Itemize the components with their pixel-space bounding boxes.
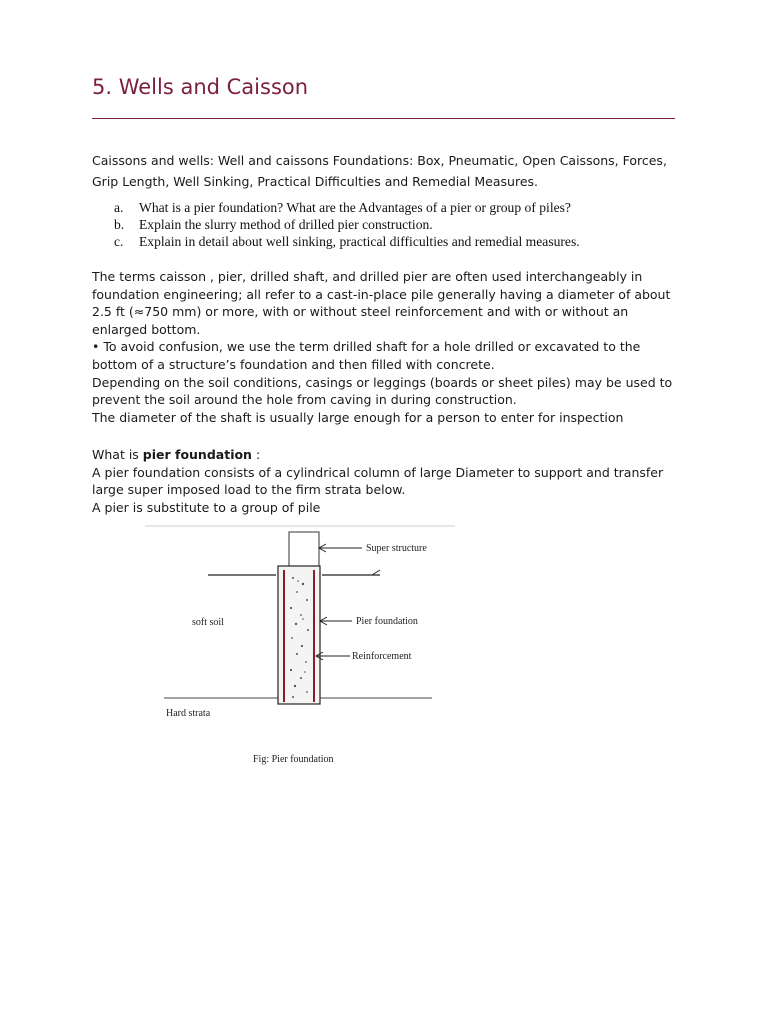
question-marker: a. xyxy=(114,200,124,215)
ground-tick xyxy=(372,570,380,575)
question-item xyxy=(114,216,580,233)
question-marker: b. xyxy=(114,217,125,232)
body-paragraph: The diameter of the shaft is usually large enough for a person to enter for inspection xyxy=(92,409,624,425)
question-item xyxy=(114,199,580,216)
question-list xyxy=(114,199,580,250)
label-hard-strata: Hard strata xyxy=(166,708,211,719)
heading-rule xyxy=(92,118,675,119)
label-soft-soil: soft soil xyxy=(192,617,224,628)
section-heading: 5. Wells and Caisson xyxy=(92,75,309,99)
intro-paragraph: Caissons and wells: Well and caissons Foundations: Box, Pneumatic, Open Caissons, Forces, Grip Length, Well Sinking, Practical Difficulties and Remedial Measures. xyxy=(92,153,667,189)
pier-foundation-figure xyxy=(140,520,470,772)
label-pier-foundation: Pier foundation xyxy=(356,616,418,627)
body-text-block xyxy=(92,268,682,426)
pier-question-bold: pier foundation xyxy=(142,447,252,462)
body-paragraph: Depending on the soil conditions, casings or leggings (boards or sheet piles) may be used to prevent the soil around the hole from caving in during construction. xyxy=(92,374,673,408)
body-bullet: • To avoid confusion, we use the term drilled shaft for a hole drilled or excavated to the bottom of a structure’s foundation and then filled with concrete. xyxy=(92,339,641,372)
label-reinforcement: Reinforcement xyxy=(352,651,412,662)
pier-text-block xyxy=(92,446,682,516)
pier-substitute: A pier is substitute to a group of pile xyxy=(92,499,321,515)
superstructure-column xyxy=(289,532,319,566)
pier-question: What is pier foundation : xyxy=(92,447,261,462)
label-arrows xyxy=(316,544,362,660)
question-marker: c. xyxy=(114,234,124,249)
question-text: What is a pier foundation? What are the Advantages of a pier or group of piles? xyxy=(139,200,571,215)
question-text: Explain the slurry method of drilled pier construction. xyxy=(139,217,433,232)
body-paragraph: The terms caisson , pier, drilled shaft, and drilled pier are often used interchangeably in foundation engineering; all refer to a cast-in-place pile generally having a diameter of about 2.5 ft (≈750 mm) or more, with or without steel reinforcement and with or without an enlarged bottom. xyxy=(92,269,671,337)
question-text: Explain in detail about well sinking, practical difficulties and remedial measures. xyxy=(139,234,580,249)
pier-definition: A pier foundation consists of a cylindrical column of large Diameter to support and transfer large super imposed load to the firm strata below. xyxy=(92,464,664,498)
question-item xyxy=(114,233,580,250)
figure-caption: Fig: Pier foundation xyxy=(253,754,334,765)
label-super-structure: Super structure xyxy=(366,543,427,554)
